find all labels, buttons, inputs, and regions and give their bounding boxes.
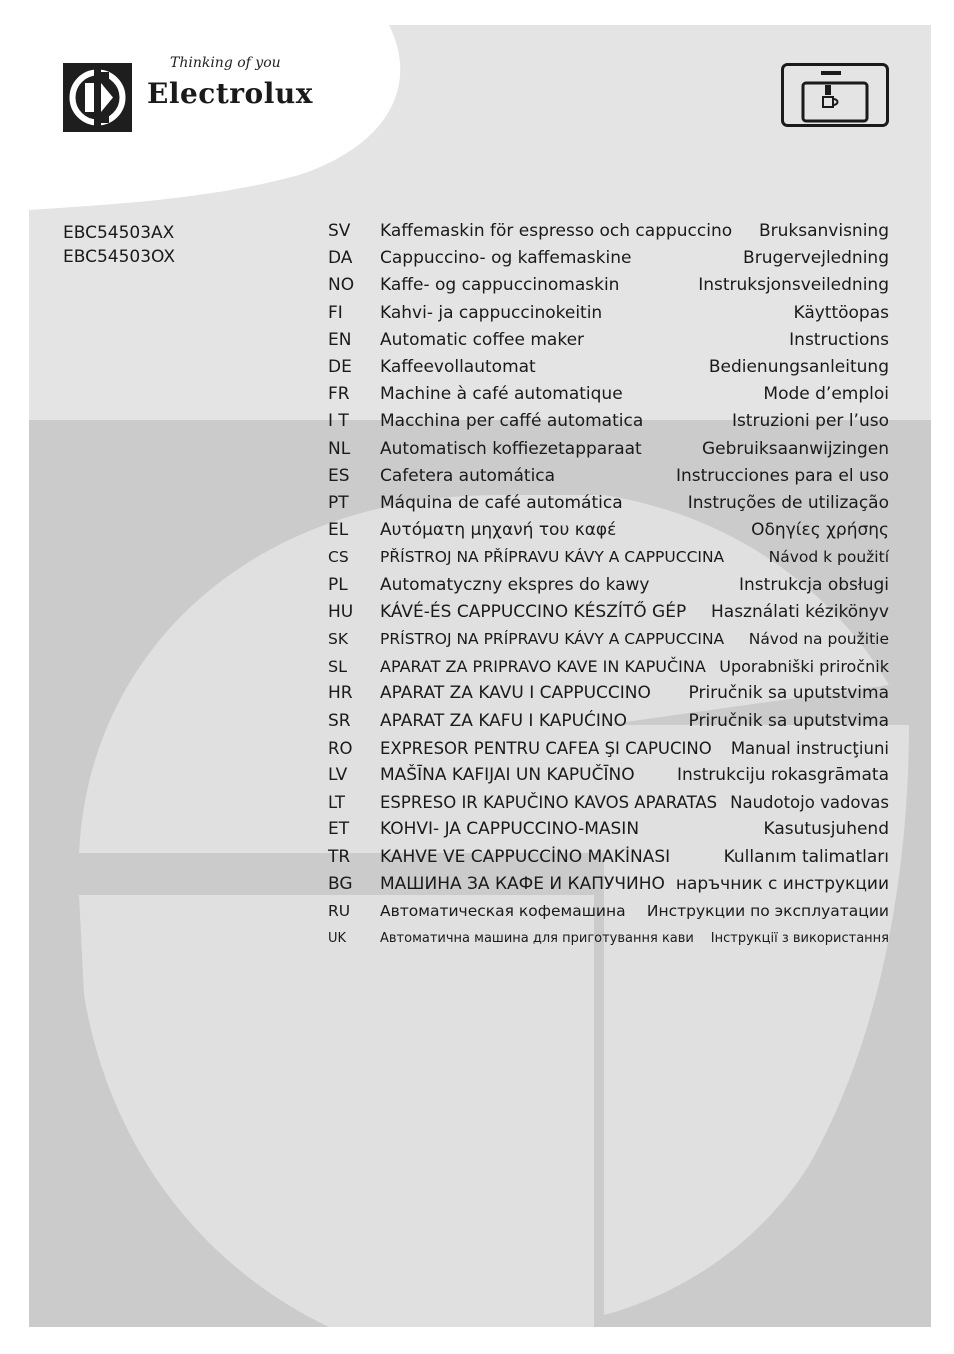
product-name: МАШИНА ЗА КАФЕ И КАПУЧИНО xyxy=(380,873,665,894)
document-type: Kullanım talimatları xyxy=(723,846,889,867)
language-code: PL xyxy=(328,574,348,595)
product-name: Αυτόματη μηχανή του καφέ xyxy=(380,520,617,541)
language-row xyxy=(29,327,931,354)
product-name: APARAT ZA PRIPRAVO KAVE IN KAPUČINA xyxy=(380,657,706,677)
language-code: PT xyxy=(328,493,349,513)
document-type: Instruções de utilização xyxy=(687,493,889,513)
product-name: Machine à café automatique xyxy=(380,384,623,405)
document-type: Návod k použití xyxy=(768,548,889,567)
product-name: EXPRESOR PENTRU CAFEA ŞI CAPUCINO xyxy=(380,738,712,758)
language-code: ET xyxy=(328,819,350,840)
language-code: SL xyxy=(328,657,348,677)
product-name: ESPRESO IR KAPUČINO KAVOS APARATAS xyxy=(380,793,718,813)
language-code: LV xyxy=(328,765,348,785)
product-name: KAHVE VE CAPPUCCİNO MAKİNASI xyxy=(380,846,671,867)
language-code: RO xyxy=(328,738,353,758)
document-type: Käyttöopas xyxy=(793,302,889,323)
product-name: Kaffemaskin för espresso och cappuccino xyxy=(380,221,733,241)
document-type: Bruksanvisning xyxy=(758,221,889,241)
language-row xyxy=(29,408,931,435)
language-row xyxy=(29,272,931,299)
language-code: TR xyxy=(328,846,351,867)
language-row xyxy=(29,762,931,789)
language-row xyxy=(29,925,931,952)
language-code: HR xyxy=(328,683,353,704)
document-type: Kasutusjuhend xyxy=(763,819,889,840)
language-row xyxy=(29,300,931,327)
language-code: EN xyxy=(328,329,352,350)
language-row xyxy=(29,544,931,571)
language-code: HU xyxy=(328,601,354,622)
document-type: Priručnik sa uputstvima xyxy=(688,710,889,731)
document-type: Інструкції з використання xyxy=(710,931,889,947)
language-code: DA xyxy=(328,248,353,269)
language-code: RU xyxy=(328,902,351,920)
document-type: Οδηγίες χρήσης xyxy=(751,520,889,541)
product-name: Cafetera automática xyxy=(380,465,556,486)
document-type: Instruksjonsveiledning xyxy=(698,275,889,296)
language-row xyxy=(29,218,931,245)
language-row xyxy=(29,735,931,762)
language-code: ES xyxy=(328,465,350,486)
product-name: APARAT ZA KAVU I CAPPUCCINO xyxy=(380,683,651,704)
language-code: FR xyxy=(328,384,350,405)
product-name: KOHVI- JA CAPPUCCINO-MASIN xyxy=(380,819,640,840)
language-row xyxy=(29,490,931,517)
document-type: Mode d’emploi xyxy=(763,384,889,405)
product-name: Automatyczny ekspres do kawy xyxy=(380,574,650,595)
language-code: I T xyxy=(328,411,349,432)
document-type: Bedienungsanleitung xyxy=(708,357,889,377)
language-row xyxy=(29,680,931,707)
brand-tagline: Thinking of you xyxy=(170,55,281,71)
document-type: Naudotojo vadovas xyxy=(730,793,889,813)
product-name: Automatic coffee maker xyxy=(380,329,585,350)
product-name: Автоматична машина для приготування кави xyxy=(380,931,694,947)
language-code: NO xyxy=(328,275,355,296)
product-name: Macchina per caffé automatica xyxy=(380,411,644,432)
document-type: Uporabniški priročnik xyxy=(719,657,889,677)
document-type: Instrukcja obsługi xyxy=(739,574,889,595)
language-row xyxy=(29,572,931,599)
coffee-machine-icon xyxy=(781,63,889,127)
language-code: UK xyxy=(328,931,347,947)
language-code: EL xyxy=(328,520,349,541)
model-number: EBC54503OX xyxy=(63,247,175,267)
document-type: Priručnik sa uputstvima xyxy=(688,683,889,704)
product-name: PŘÍSTROJ NA PŘÍPRAVU KÁVY A CAPPUCCINA xyxy=(380,548,725,567)
product-name: PRÍSTROJ NA PRÍPRAVU KÁVY A CAPPUCCINA xyxy=(380,630,725,648)
language-code: CS xyxy=(328,548,349,567)
document-type: наръчник с инструкции xyxy=(675,873,889,894)
product-name: Cappuccino- og kaffemaskine xyxy=(380,248,632,269)
manual-cover xyxy=(29,25,931,1327)
document-type: Istruzioni per l’uso xyxy=(731,411,889,432)
document-type: Instrukciju rokasgrāmata xyxy=(677,765,889,785)
document-type: Instructions xyxy=(789,329,889,350)
language-row xyxy=(29,245,931,272)
product-name: KÁVÉ-ÉS CAPPUCCINO KÉSZÍTŐ GÉP xyxy=(380,601,687,622)
language-row xyxy=(29,463,931,490)
language-row xyxy=(29,381,931,408)
language-row xyxy=(29,898,931,925)
brand-name: Electrolux xyxy=(147,77,313,110)
language-row xyxy=(29,626,931,653)
product-name: Máquina de café automática xyxy=(380,493,623,513)
product-name: Kaffeevollautomat xyxy=(380,357,536,377)
model-number: EBC54503AX xyxy=(63,223,175,243)
language-row xyxy=(29,708,931,735)
language-row xyxy=(29,844,931,871)
language-code: SV xyxy=(328,221,351,241)
language-code: FI xyxy=(328,302,343,323)
document-type: Návod na použitie xyxy=(748,630,889,648)
document-type: Gebruiksaanwijzingen xyxy=(701,438,889,459)
product-name: MAŠĪNA KAFIJAI UN KAPUČĪNO xyxy=(380,765,635,785)
language-code: SR xyxy=(328,710,351,731)
language-row xyxy=(29,436,931,463)
language-code: NL xyxy=(328,438,351,459)
document-type: Инструкции по эксплуатации xyxy=(646,902,889,920)
language-row xyxy=(29,871,931,898)
product-name: Automatisch koffiezetapparaat xyxy=(380,438,642,459)
electrolux-logo-icon xyxy=(63,63,132,132)
language-code: LT xyxy=(328,793,345,813)
document-type: Manual instrucţiuni xyxy=(730,738,889,758)
document-type: Használati kézikönyv xyxy=(711,601,889,622)
product-name: Автоматическая кофемашина xyxy=(380,902,626,920)
language-code: BG xyxy=(328,873,353,894)
product-name: Kahvi- ja cappuccinokeitin xyxy=(380,302,603,323)
product-name: Kaffe- og cappuccinomaskin xyxy=(380,275,620,296)
document-type: Instrucciones para el uso xyxy=(675,465,889,486)
language-row xyxy=(29,517,931,544)
document-type: Brugervejledning xyxy=(743,248,889,269)
language-code: DE xyxy=(328,357,352,377)
language-row xyxy=(29,816,931,843)
product-name: APARAT ZA KAFU I KAPUĆINO xyxy=(380,710,627,731)
language-row xyxy=(29,354,931,381)
language-row xyxy=(29,599,931,626)
language-row xyxy=(29,653,931,680)
language-code: SK xyxy=(328,630,349,648)
language-row xyxy=(29,789,931,816)
